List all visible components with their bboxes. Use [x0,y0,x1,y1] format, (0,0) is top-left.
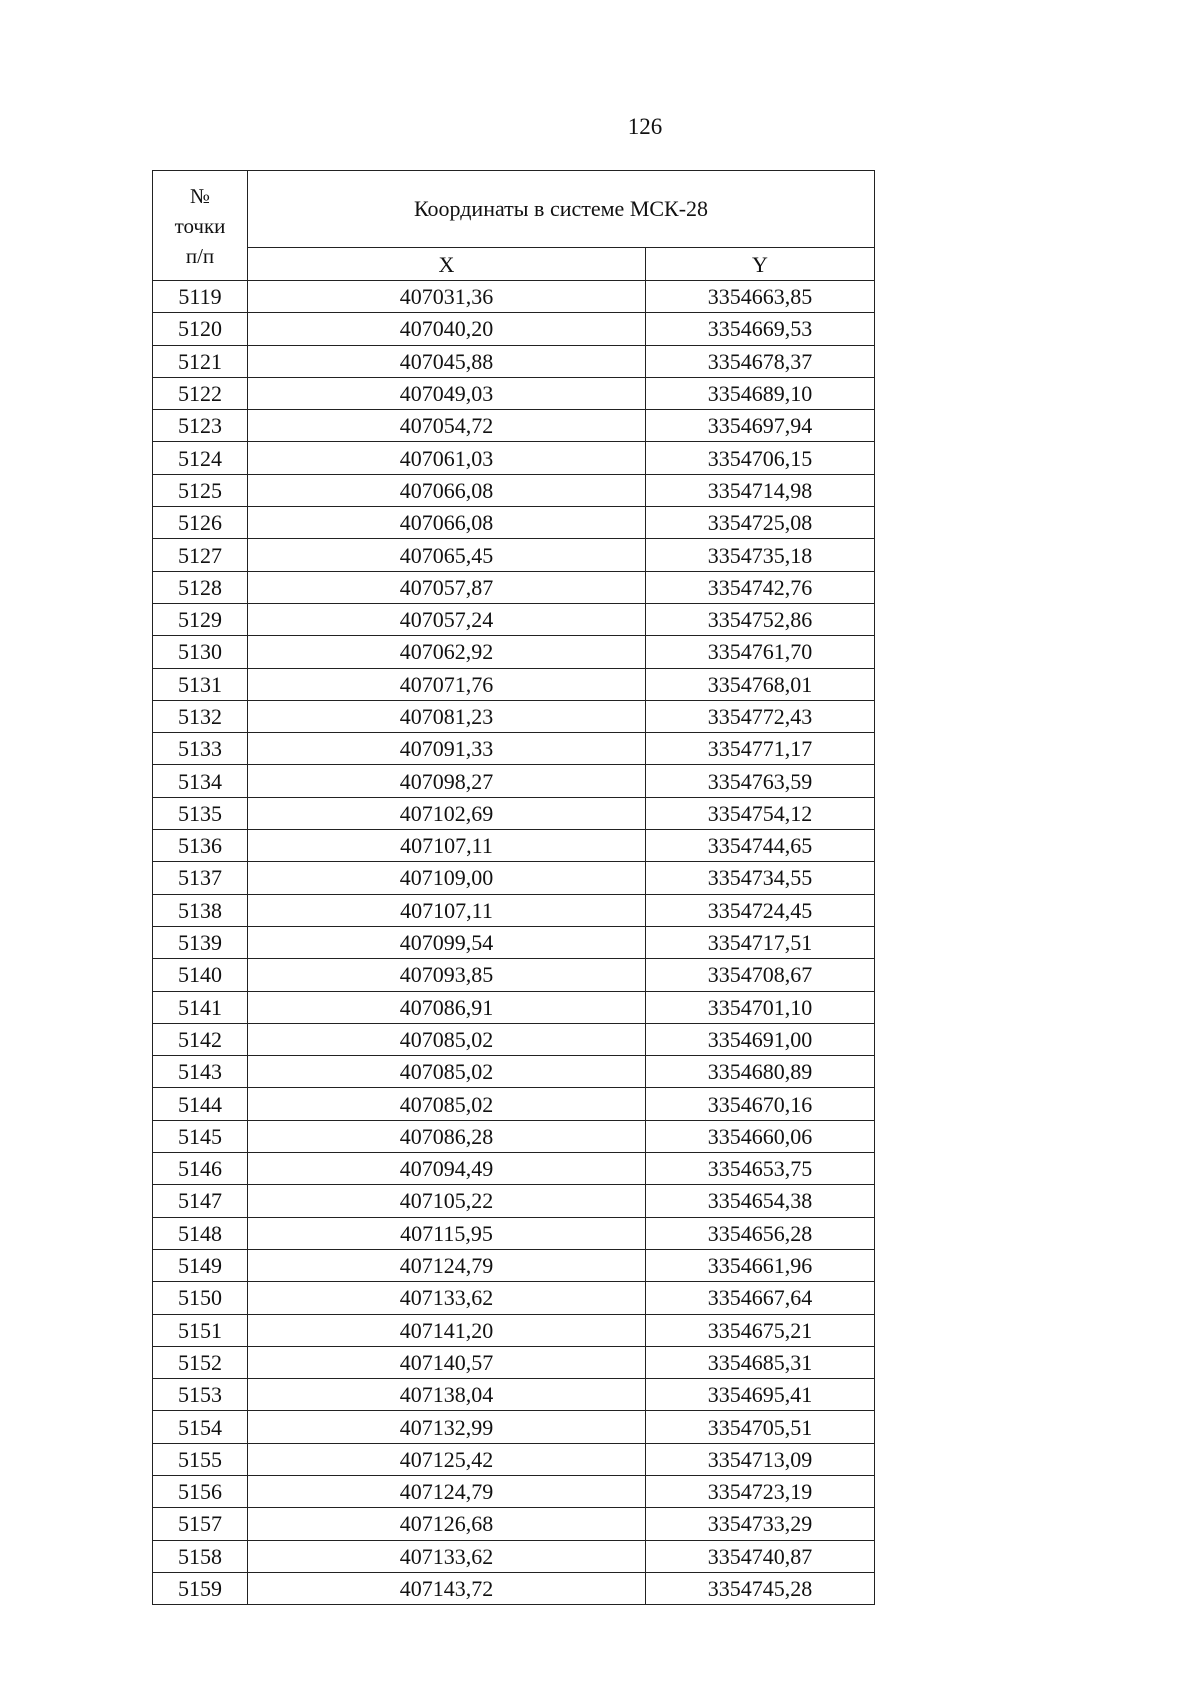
x-coordinate-cell: 407085,02 [248,1056,646,1088]
x-coordinate-cell: 407031,36 [248,281,646,313]
y-coordinate-cell: 3354735,18 [646,539,875,571]
x-coordinate-cell: 407141,20 [248,1314,646,1346]
x-coordinate-cell: 407049,03 [248,377,646,409]
point-number-header-line-1: № [189,183,211,208]
table-row [153,1572,875,1604]
x-coordinate-cell: 407086,28 [248,1120,646,1152]
point-number-cell: 5153 [153,1379,248,1411]
point-number-cell: 5134 [153,765,248,797]
y-coordinate-cell: 3354678,37 [646,345,875,377]
y-coordinate-cell: 3354669,53 [646,313,875,345]
x-coordinate-cell: 407091,33 [248,733,646,765]
coordinates-table [152,170,875,1605]
y-coordinate-cell: 3354714,98 [646,474,875,506]
table-row [153,894,875,926]
x-coordinate-cell: 407107,11 [248,894,646,926]
point-number-cell: 5123 [153,410,248,442]
y-coordinate-cell: 3354742,76 [646,571,875,603]
y-coordinate-cell: 3354745,28 [646,1572,875,1604]
table-row [153,862,875,894]
x-coordinate-cell: 407125,42 [248,1443,646,1475]
point-number-cell: 5146 [153,1153,248,1185]
y-coordinate-cell: 3354653,75 [646,1153,875,1185]
point-number-cell: 5127 [153,539,248,571]
table-row [153,1249,875,1281]
point-number-header-line-3: п/п [185,243,215,268]
point-number-cell: 5125 [153,474,248,506]
table-row [153,410,875,442]
y-coordinate-cell: 3354740,87 [646,1540,875,1572]
point-number-cell: 5154 [153,1411,248,1443]
point-number-cell: 5131 [153,668,248,700]
x-coordinate-cell: 407066,08 [248,474,646,506]
point-number-header-line-2: точки [174,213,226,238]
point-number-cell: 5124 [153,442,248,474]
y-coordinate-cell: 3354763,59 [646,765,875,797]
y-coordinate-cell: 3354685,31 [646,1346,875,1378]
y-coordinate-cell: 3354752,86 [646,603,875,635]
y-coordinate-cell: 3354772,43 [646,700,875,732]
point-number-cell: 5148 [153,1217,248,1249]
point-number-cell: 5158 [153,1540,248,1572]
point-number-cell: 5130 [153,636,248,668]
point-number-cell: 5157 [153,1508,248,1540]
table-row [153,1508,875,1540]
y-coordinate-cell: 3354734,55 [646,862,875,894]
x-coordinate-cell: 407143,72 [248,1572,646,1604]
x-coordinate-cell: 407102,69 [248,797,646,829]
point-number-cell: 5141 [153,991,248,1023]
table-row [153,1540,875,1572]
point-number-cell: 5151 [153,1314,248,1346]
y-coordinate-cell: 3354725,08 [646,507,875,539]
table-row [153,700,875,732]
point-number-cell: 5143 [153,1056,248,1088]
x-coordinate-cell: 407138,04 [248,1379,646,1411]
x-coordinate-cell: 407065,45 [248,539,646,571]
x-coordinate-cell: 407054,72 [248,410,646,442]
y-coordinate-cell: 3354744,65 [646,830,875,862]
table-row [153,733,875,765]
y-coordinate-cell: 3354691,00 [646,1023,875,1055]
x-coordinate-cell: 407061,03 [248,442,646,474]
table-row [153,603,875,635]
point-number-cell: 5128 [153,571,248,603]
point-number-cell: 5156 [153,1475,248,1507]
point-number-cell: 5137 [153,862,248,894]
point-number-cell: 5132 [153,700,248,732]
x-coordinate-cell: 407109,00 [248,862,646,894]
table-row [153,1217,875,1249]
point-number-cell: 5135 [153,797,248,829]
y-coordinate-cell: 3354667,64 [646,1282,875,1314]
y-coordinate-cell: 3354717,51 [646,926,875,958]
y-coordinate-cell: 3354706,15 [646,442,875,474]
table-row [153,1379,875,1411]
table-row [153,507,875,539]
x-coordinate-cell: 407124,79 [248,1249,646,1281]
x-coordinate-cell: 407086,91 [248,991,646,1023]
table-row [153,1411,875,1443]
point-number-cell: 5145 [153,1120,248,1152]
y-coordinate-cell: 3354723,19 [646,1475,875,1507]
x-column-header: X [248,248,646,281]
point-number-cell: 5138 [153,894,248,926]
table-row [153,991,875,1023]
y-coordinate-cell: 3354663,85 [646,281,875,313]
table-row [153,1346,875,1378]
point-number-cell: 5144 [153,1088,248,1120]
point-number-cell: 5139 [153,926,248,958]
table-row [153,797,875,829]
point-number-cell: 5140 [153,959,248,991]
y-coordinate-cell: 3354768,01 [646,668,875,700]
point-number-cell: 5119 [153,281,248,313]
point-number-cell: 5155 [153,1443,248,1475]
table-row [153,571,875,603]
y-coordinate-cell: 3354656,28 [646,1217,875,1249]
x-coordinate-cell: 407057,87 [248,571,646,603]
x-coordinate-cell: 407040,20 [248,313,646,345]
x-coordinate-cell: 407094,49 [248,1153,646,1185]
x-coordinate-cell: 407115,95 [248,1217,646,1249]
y-coordinate-cell: 3354701,10 [646,991,875,1023]
table-body [153,281,875,1605]
point-number-cell: 5133 [153,733,248,765]
point-number-cell: 5122 [153,377,248,409]
point-number-cell: 5147 [153,1185,248,1217]
coordinates-system-header: Координаты в системе МСК-28 [248,171,875,248]
x-coordinate-cell: 407133,62 [248,1540,646,1572]
y-coordinate-cell: 3354675,21 [646,1314,875,1346]
point-number-header [153,171,248,281]
y-coordinate-cell: 3354705,51 [646,1411,875,1443]
y-coordinate-cell: 3354689,10 [646,377,875,409]
y-coordinate-cell: 3354670,16 [646,1088,875,1120]
table-row [153,442,875,474]
y-column-header: Y [646,248,875,281]
point-number-cell: 5120 [153,313,248,345]
table-header [153,171,875,281]
y-coordinate-cell: 3354654,38 [646,1185,875,1217]
table-row [153,281,875,313]
x-coordinate-cell: 407098,27 [248,765,646,797]
y-coordinate-cell: 3354713,09 [646,1443,875,1475]
point-number-cell: 5136 [153,830,248,862]
table-row [153,668,875,700]
table-row [153,1023,875,1055]
y-coordinate-cell: 3354761,70 [646,636,875,668]
table-row [153,926,875,958]
x-coordinate-cell: 407057,24 [248,603,646,635]
x-coordinate-cell: 407140,57 [248,1346,646,1378]
y-coordinate-cell: 3354724,45 [646,894,875,926]
x-coordinate-cell: 407066,08 [248,507,646,539]
table-row [153,345,875,377]
table-row [153,1153,875,1185]
table-row [153,539,875,571]
table-row [153,1443,875,1475]
x-coordinate-cell: 407071,76 [248,668,646,700]
x-coordinate-cell: 407085,02 [248,1023,646,1055]
x-coordinate-cell: 407062,92 [248,636,646,668]
point-number-cell: 5150 [153,1282,248,1314]
x-coordinate-cell: 407099,54 [248,926,646,958]
x-coordinate-cell: 407124,79 [248,1475,646,1507]
point-number-cell: 5121 [153,345,248,377]
point-number-cell: 5142 [153,1023,248,1055]
table-row [153,959,875,991]
y-coordinate-cell: 3354754,12 [646,797,875,829]
table-row [153,1088,875,1120]
table-row [153,765,875,797]
y-coordinate-cell: 3354708,67 [646,959,875,991]
table-row [153,636,875,668]
table-row [153,377,875,409]
x-coordinate-cell: 407133,62 [248,1282,646,1314]
y-coordinate-cell: 3354771,17 [646,733,875,765]
x-coordinate-cell: 407107,11 [248,830,646,862]
y-coordinate-cell: 3354733,29 [646,1508,875,1540]
table-row [153,830,875,862]
y-coordinate-cell: 3354660,06 [646,1120,875,1152]
x-coordinate-cell: 407093,85 [248,959,646,991]
page-number: 126 [627,114,663,139]
point-number-cell: 5129 [153,603,248,635]
y-coordinate-cell: 3354695,41 [646,1379,875,1411]
y-coordinate-cell: 3354697,94 [646,410,875,442]
table-row [153,1120,875,1152]
table-row [153,1282,875,1314]
x-coordinate-cell: 407105,22 [248,1185,646,1217]
x-coordinate-cell: 407126,68 [248,1508,646,1540]
x-coordinate-cell: 407085,02 [248,1088,646,1120]
y-coordinate-cell: 3354661,96 [646,1249,875,1281]
table-row [153,1185,875,1217]
table-row [153,1314,875,1346]
x-coordinate-cell: 407132,99 [248,1411,646,1443]
table-row [153,1056,875,1088]
point-number-cell: 5149 [153,1249,248,1281]
point-number-cell: 5159 [153,1572,248,1604]
x-coordinate-cell: 407081,23 [248,700,646,732]
y-coordinate-cell: 3354680,89 [646,1056,875,1088]
table-row [153,313,875,345]
point-number-cell: 5126 [153,507,248,539]
table-row [153,474,875,506]
x-coordinate-cell: 407045,88 [248,345,646,377]
table-row [153,1475,875,1507]
point-number-cell: 5152 [153,1346,248,1378]
